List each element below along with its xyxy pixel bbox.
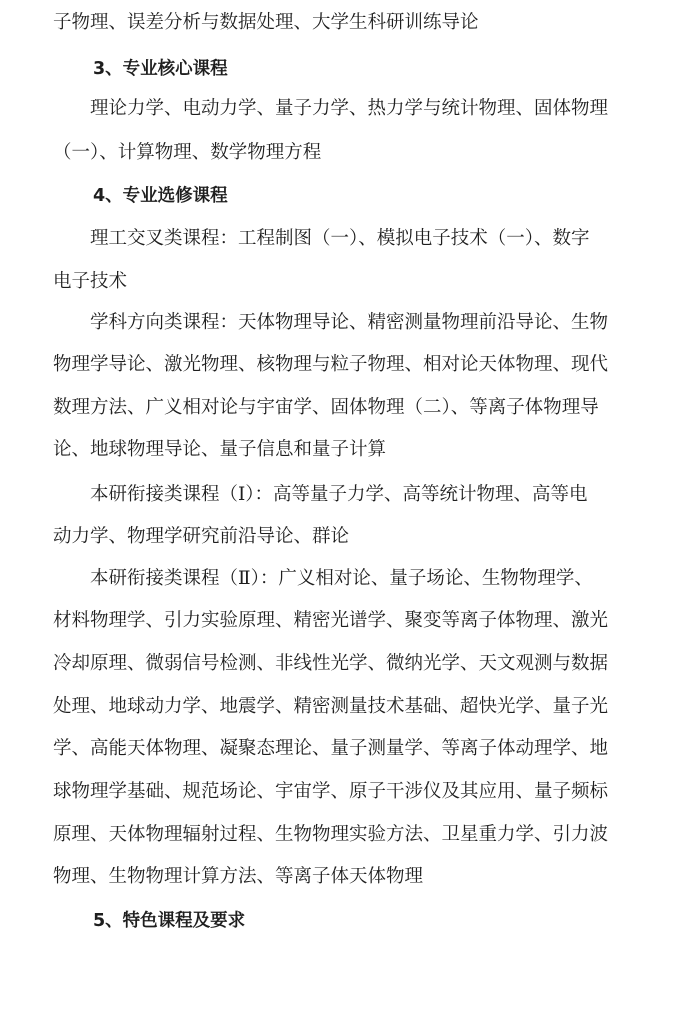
section-heading-core-courses: 3、专业核心课程 — [93, 59, 228, 79]
text-line: 理论力学、电动力学、量子力学、热力学与统计物理、固体物理 — [90, 98, 609, 119]
text-line: 动力学、物理学研究前沿导论、群论 — [53, 526, 350, 547]
text-line: 材料物理学、引力实验原理、精密光谱学、聚变等离子体物理、激光 — [53, 610, 609, 631]
text-line: 处理、地球动力学、地震学、精密测量技术基础、超快光学、量子光 — [53, 696, 609, 717]
text-line: 子物理、误差分析与数据处理、大学生科研训练导论 — [53, 12, 479, 33]
text-line: 原理、天体物理辐射过程、生物物理实验方法、卫星重力学、引力波 — [53, 824, 609, 845]
text-line: （一）、计算物理、数学物理方程 — [53, 142, 322, 163]
text-line: 数理方法、广义相对论与宇宙学、固体物理（二）、等离子体物理导 — [53, 397, 599, 418]
section-heading-special-courses: 5、特色课程及要求 — [93, 911, 246, 931]
text-line: 学、高能天体物理、凝聚态理论、量子测量学、等离子体动理学、地 — [53, 738, 609, 759]
text-line: 物理学导论、激光物理、核物理与粒子物理、相对论天体物理、现代 — [53, 354, 609, 375]
text-line: 本研衔接类课程（Ⅰ）：高等量子力学、高等统计物理、高等电 — [90, 484, 588, 505]
text-line: 论、地球物理导论、量子信息和量子计算 — [53, 439, 387, 460]
text-line: 理工交叉类课程：工程制图（一）、模拟电子技术（一）、数字 — [90, 228, 590, 249]
text-line: 电子技术 — [53, 271, 128, 292]
text-line: 冷却原理、微弱信号检测、非线性光学、微纳光学、天文观测与数据 — [53, 653, 609, 674]
section-heading-elective-courses: 4、专业选修课程 — [93, 186, 228, 206]
text-line: 物理、生物物理计算方法、等离子体天体物理 — [53, 866, 424, 887]
text-line: 学科方向类课程：天体物理导论、精密测量物理前沿导论、生物 — [90, 312, 609, 333]
text-line: 本研衔接类课程（Ⅱ）：广义相对论、量子场论、生物物理学、 — [90, 568, 593, 589]
text-line: 球物理学基础、规范场论、宇宙学、原子干涉仪及其应用、量子频标 — [53, 781, 609, 802]
